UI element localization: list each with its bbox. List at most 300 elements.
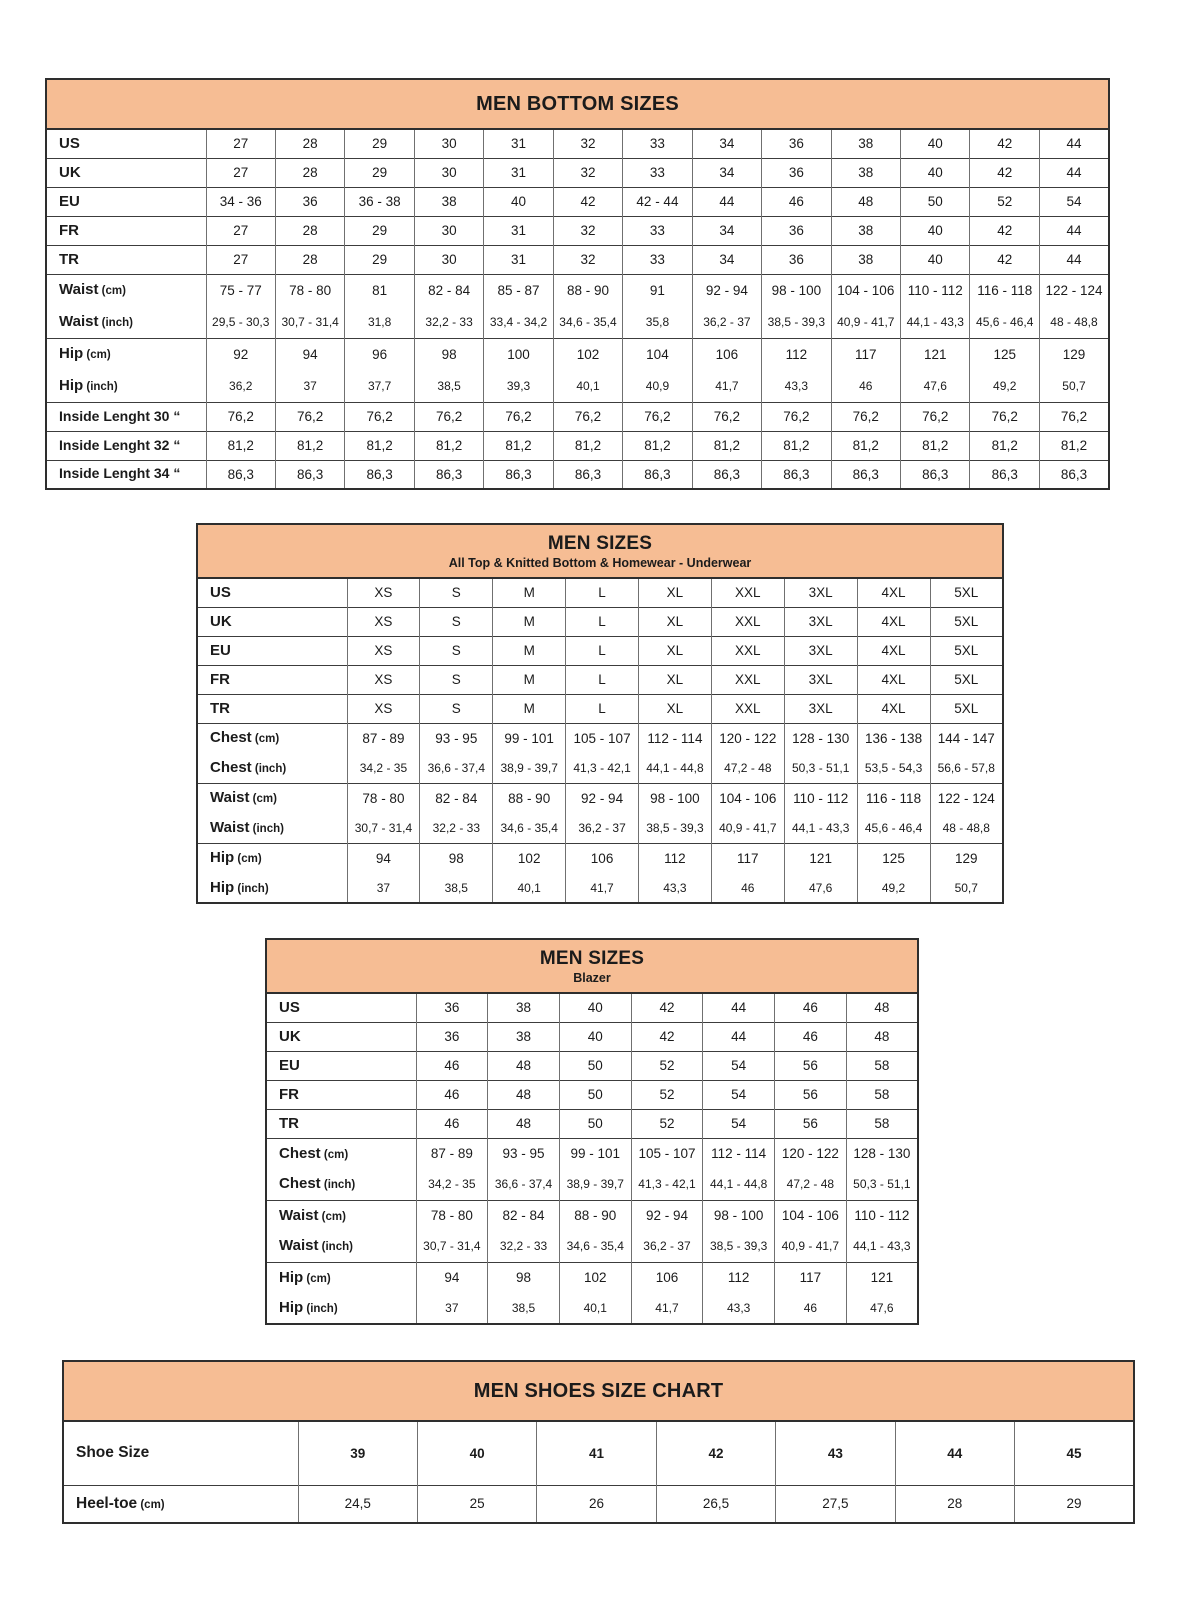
size-value-cell: 37: [416, 1293, 488, 1324]
size-value-cell: 42: [970, 245, 1039, 274]
size-value-cell: 46: [416, 1109, 488, 1138]
row-label-text: Chest: [279, 1144, 321, 1162]
size-value-cell: 58: [846, 1080, 918, 1109]
table-row: [266, 1262, 918, 1293]
row-label-text: TR: [210, 699, 230, 717]
table-row: [46, 460, 1109, 489]
size-value-cell: 122 - 124: [930, 783, 1003, 813]
size-value-cell: 98: [420, 843, 493, 873]
size-value-cell: 92 - 94: [631, 1200, 703, 1231]
size-value-cell: 110 - 112: [901, 274, 970, 306]
size-value-cell: XXL: [711, 607, 784, 636]
row-label-unit: (cm): [303, 1272, 331, 1285]
size-value-cell: 28: [275, 245, 344, 274]
size-value-cell: 81,2: [414, 431, 483, 460]
size-value-cell: 32: [553, 216, 622, 245]
row-label-unit: (cm): [83, 349, 111, 362]
size-value-cell: 50,3 - 51,1: [846, 1169, 918, 1200]
row-label: [197, 578, 347, 607]
size-value-cell: XL: [639, 636, 712, 665]
row-label: [266, 1051, 416, 1080]
size-value-cell: 3XL: [784, 665, 857, 694]
row-label-text: Chest: [210, 729, 252, 747]
size-value-cell: 43,3: [639, 873, 712, 903]
size-value-cell: 112: [639, 843, 712, 873]
size-value-cell: 24,5: [298, 1485, 417, 1523]
size-value-cell: 36: [416, 993, 488, 1022]
size-value-cell: XXL: [711, 665, 784, 694]
row-label: [266, 1138, 416, 1169]
row-label: [46, 158, 206, 187]
size-value-cell: 76,2: [901, 402, 970, 431]
size-value-cell: 36: [762, 129, 831, 158]
size-value-cell: 40,9 - 41,7: [831, 306, 900, 338]
men-bottom-sizes-table: [45, 78, 1110, 490]
row-label: [266, 1169, 416, 1200]
size-value-cell: 42: [656, 1421, 775, 1485]
table-header-cell: [266, 939, 918, 993]
table-row: [46, 431, 1109, 460]
size-value-cell: 34 - 36: [206, 187, 275, 216]
size-value-cell: 76,2: [553, 402, 622, 431]
table-row: [46, 306, 1109, 338]
size-value-cell: 34,2 - 35: [347, 753, 420, 783]
size-value-cell: 3XL: [784, 607, 857, 636]
size-value-cell: 30,7 - 31,4: [347, 813, 420, 843]
men-shoes-size-chart: [62, 1360, 1135, 1524]
size-value-cell: 46: [416, 1080, 488, 1109]
table-row: [266, 1169, 918, 1200]
size-value-cell: 41,7: [692, 370, 761, 402]
size-value-cell: 40: [901, 245, 970, 274]
size-value-cell: 32: [553, 245, 622, 274]
table-subtitle: All Top & Knitted Bottom & Homewear - Underwear: [448, 555, 752, 570]
size-value-cell: 81,2: [623, 431, 692, 460]
size-value-cell: 46: [416, 1051, 488, 1080]
row-label-unit: (inch): [83, 380, 118, 393]
table-row: [266, 1051, 918, 1080]
size-value-cell: 40,1: [493, 873, 566, 903]
row-label-text: US: [59, 134, 80, 152]
size-value-cell: 39,3: [484, 370, 553, 402]
row-label: [197, 753, 347, 783]
size-value-cell: 88 - 90: [553, 274, 622, 306]
size-value-cell: 116 - 118: [857, 783, 930, 813]
size-value-cell: 56: [775, 1109, 847, 1138]
size-value-cell: XXL: [711, 636, 784, 665]
row-label: [266, 1293, 416, 1324]
size-value-cell: 38,5 - 39,3: [639, 813, 712, 843]
size-value-cell: 44,1 - 44,8: [703, 1169, 775, 1200]
size-value-cell: 44: [692, 187, 761, 216]
size-value-cell: 54: [703, 1109, 775, 1138]
row-label-text: Waist: [279, 1237, 319, 1255]
size-value-cell: 102: [493, 843, 566, 873]
size-value-cell: 78 - 80: [275, 274, 344, 306]
size-value-cell: 31: [484, 216, 553, 245]
size-value-cell: 45,6 - 46,4: [857, 813, 930, 843]
size-value-cell: 3XL: [784, 694, 857, 723]
table-header-row: [266, 939, 918, 993]
size-value-cell: 41: [537, 1421, 656, 1485]
size-value-cell: 93 - 95: [488, 1138, 560, 1169]
size-value-cell: 36,6 - 37,4: [488, 1169, 560, 1200]
size-value-cell: 122 - 124: [1039, 274, 1109, 306]
size-value-cell: 42: [970, 158, 1039, 187]
table-row: [266, 1293, 918, 1324]
size-value-cell: 52: [631, 1109, 703, 1138]
row-label-text: US: [210, 583, 231, 601]
row-label-text: Hip: [210, 849, 235, 867]
size-value-cell: 42: [631, 1022, 703, 1051]
size-value-cell: 56: [775, 1051, 847, 1080]
size-value-cell: 36,2 - 37: [631, 1231, 703, 1262]
men-sizes-top-table: [196, 523, 1004, 904]
size-value-cell: 48: [846, 993, 918, 1022]
size-value-cell: 76,2: [484, 402, 553, 431]
size-value-cell: 38: [488, 993, 560, 1022]
row-label: [46, 338, 206, 370]
size-value-cell: 36: [275, 187, 344, 216]
size-value-cell: 87 - 89: [416, 1138, 488, 1169]
size-value-cell: 121: [901, 338, 970, 370]
table-row: [46, 245, 1109, 274]
size-value-cell: 5XL: [930, 694, 1003, 723]
table-row: [46, 338, 1109, 370]
size-value-cell: 86,3: [484, 460, 553, 489]
row-label-text: Hip: [210, 878, 235, 896]
size-value-cell: 86,3: [345, 460, 414, 489]
table-row: [266, 993, 918, 1022]
size-value-cell: 86,3: [553, 460, 622, 489]
table-title: MEN SHOES SIZE CHART: [473, 1379, 724, 1402]
size-value-cell: 50: [559, 1080, 631, 1109]
size-value-cell: 34: [692, 245, 761, 274]
size-value-cell: 48 - 48,8: [1039, 306, 1109, 338]
size-value-cell: 4XL: [857, 636, 930, 665]
size-value-cell: 86,3: [692, 460, 761, 489]
size-value-cell: 50,3 - 51,1: [784, 753, 857, 783]
row-label-unit: (inch): [249, 822, 284, 835]
size-value-cell: 52: [631, 1080, 703, 1109]
size-value-cell: 44,1 - 44,8: [639, 753, 712, 783]
size-value-cell: 38: [831, 245, 900, 274]
size-value-cell: 99 - 101: [493, 723, 566, 753]
size-value-cell: 81,2: [484, 431, 553, 460]
size-value-cell: 48: [488, 1051, 560, 1080]
size-value-cell: 110 - 112: [784, 783, 857, 813]
row-label-text: Inside Lenght 32 “: [59, 436, 181, 453]
size-value-cell: 98 - 100: [639, 783, 712, 813]
row-label: [197, 843, 347, 873]
size-value-cell: 49,2: [857, 873, 930, 903]
size-value-cell: 30,7 - 31,4: [275, 306, 344, 338]
size-value-cell: 76,2: [623, 402, 692, 431]
row-label-text: EU: [59, 192, 80, 210]
row-label: [46, 245, 206, 274]
table-row: [197, 607, 1003, 636]
size-value-cell: L: [566, 578, 639, 607]
row-label-text: FR: [59, 221, 79, 239]
size-value-cell: 5XL: [930, 665, 1003, 694]
table-header-cell: [46, 79, 1109, 129]
size-value-cell: 27: [206, 245, 275, 274]
row-label-text: Hip: [59, 376, 84, 394]
size-value-cell: 37: [347, 873, 420, 903]
size-value-cell: 46: [711, 873, 784, 903]
size-value-cell: 76,2: [831, 402, 900, 431]
size-value-cell: 104 - 106: [775, 1200, 847, 1231]
size-value-cell: 26: [537, 1485, 656, 1523]
row-label: [46, 460, 206, 489]
size-value-cell: 120 - 122: [711, 723, 784, 753]
size-value-cell: 48 - 48,8: [930, 813, 1003, 843]
size-value-cell: S: [420, 665, 493, 694]
size-value-cell: 40,9 - 41,7: [711, 813, 784, 843]
size-value-cell: 36,2 - 37: [692, 306, 761, 338]
size-value-cell: 37: [275, 370, 344, 402]
row-label-text: US: [279, 998, 300, 1016]
size-value-cell: 82 - 84: [420, 783, 493, 813]
row-label: [197, 873, 347, 903]
size-value-cell: 144 - 147: [930, 723, 1003, 753]
size-value-cell: 76,2: [970, 402, 1039, 431]
size-value-cell: 33,4 - 34,2: [484, 306, 553, 338]
size-value-cell: 38: [831, 158, 900, 187]
size-value-cell: 38,5 - 39,3: [762, 306, 831, 338]
size-value-cell: 46: [775, 1293, 847, 1324]
size-value-cell: 25: [417, 1485, 536, 1523]
size-value-cell: 81,2: [345, 431, 414, 460]
size-value-cell: 33: [623, 158, 692, 187]
men-sizes-blazer-table: [265, 938, 919, 1325]
row-label-unit: (inch): [318, 1241, 353, 1254]
size-value-cell: 41,7: [631, 1293, 703, 1324]
row-label: [46, 216, 206, 245]
row-label-unit: (cm): [251, 733, 280, 746]
size-value-cell: 36,2: [206, 370, 275, 402]
row-label-text: UK: [59, 163, 81, 181]
size-value-cell: 30,7 - 31,4: [416, 1231, 488, 1262]
size-value-cell: 54: [703, 1080, 775, 1109]
size-value-cell: 38,9 - 39,7: [493, 753, 566, 783]
table-row: [266, 1080, 918, 1109]
size-value-cell: 40,9: [623, 370, 692, 402]
size-value-cell: 76,2: [275, 402, 344, 431]
size-value-cell: 117: [711, 843, 784, 873]
size-value-cell: L: [566, 694, 639, 723]
size-value-cell: 35,8: [623, 306, 692, 338]
size-value-cell: 36,6 - 37,4: [420, 753, 493, 783]
table-header-row: [63, 1361, 1134, 1421]
table-row: [197, 813, 1003, 843]
size-value-cell: 54: [703, 1051, 775, 1080]
size-value-cell: 116 - 118: [970, 274, 1039, 306]
row-label-text: Hip: [279, 1268, 304, 1286]
size-value-cell: 128 - 130: [784, 723, 857, 753]
size-value-cell: M: [493, 607, 566, 636]
size-value-cell: 85 - 87: [484, 274, 553, 306]
row-label: [46, 187, 206, 216]
size-value-cell: 28: [895, 1485, 1014, 1523]
table-row: [46, 129, 1109, 158]
size-value-cell: 44,1 - 43,3: [784, 813, 857, 843]
row-label-unit: (inch): [251, 762, 287, 775]
size-value-cell: 86,3: [1039, 460, 1109, 489]
size-value-cell: 44: [1039, 245, 1109, 274]
row-label: [197, 694, 347, 723]
size-value-cell: 31,8: [345, 306, 414, 338]
size-value-cell: 40,9 - 41,7: [775, 1231, 847, 1262]
size-value-cell: 44: [703, 993, 775, 1022]
size-value-cell: 33: [623, 245, 692, 274]
table-row: [197, 636, 1003, 665]
size-value-cell: 88 - 90: [493, 783, 566, 813]
row-label: [266, 993, 416, 1022]
size-value-cell: XL: [639, 607, 712, 636]
size-value-cell: 34: [692, 216, 761, 245]
size-value-cell: 44: [703, 1022, 775, 1051]
size-value-cell: 52: [970, 187, 1039, 216]
row-label-text: Shoe Size: [76, 1444, 150, 1462]
size-value-cell: 27: [206, 158, 275, 187]
size-value-cell: XL: [639, 694, 712, 723]
row-label-text: Waist: [210, 789, 250, 807]
size-value-cell: 86,3: [901, 460, 970, 489]
table-row: [197, 694, 1003, 723]
size-value-cell: 3XL: [784, 578, 857, 607]
size-value-cell: 81,2: [206, 431, 275, 460]
size-value-cell: 86,3: [206, 460, 275, 489]
size-value-cell: 30: [414, 129, 483, 158]
size-value-cell: 27: [206, 216, 275, 245]
size-value-cell: 45: [1015, 1421, 1134, 1485]
size-value-cell: 75 - 77: [206, 274, 275, 306]
table-row: [197, 753, 1003, 783]
row-label-unit: (inch): [98, 316, 133, 329]
row-label-text: Waist: [59, 281, 99, 299]
size-value-cell: 105 - 107: [631, 1138, 703, 1169]
size-value-cell: 36: [416, 1022, 488, 1051]
table-row: [197, 723, 1003, 753]
size-value-cell: 38,5: [488, 1293, 560, 1324]
size-value-cell: 50,7: [930, 873, 1003, 903]
size-value-cell: 31: [484, 129, 553, 158]
size-value-cell: 47,2 - 48: [711, 753, 784, 783]
size-value-cell: L: [566, 665, 639, 694]
size-value-cell: 76,2: [1039, 402, 1109, 431]
men-shoes-size-chart-table: [62, 1360, 1135, 1524]
row-label: [197, 723, 347, 753]
row-label: [197, 607, 347, 636]
size-value-cell: 29,5 - 30,3: [206, 306, 275, 338]
table-row: [266, 1022, 918, 1051]
size-value-cell: 81,2: [901, 431, 970, 460]
size-value-cell: 86,3: [831, 460, 900, 489]
size-value-cell: 50: [559, 1051, 631, 1080]
size-value-cell: 41,3 - 42,1: [566, 753, 639, 783]
row-label-text: Inside Lenght 34 “: [59, 465, 181, 482]
size-value-cell: 33: [623, 216, 692, 245]
size-value-cell: 91: [623, 274, 692, 306]
size-value-cell: 48: [488, 1109, 560, 1138]
size-value-cell: 4XL: [857, 665, 930, 694]
size-value-cell: 27,5: [776, 1485, 895, 1523]
size-value-cell: 47,6: [901, 370, 970, 402]
size-value-cell: 42: [631, 993, 703, 1022]
row-label-text: Hip: [59, 345, 84, 363]
table-row: [197, 783, 1003, 813]
size-value-cell: M: [493, 694, 566, 723]
row-label: [266, 1080, 416, 1109]
size-value-cell: 86,3: [414, 460, 483, 489]
size-value-cell: 28: [275, 158, 344, 187]
table-row: [46, 187, 1109, 216]
size-value-cell: 104 - 106: [711, 783, 784, 813]
size-value-cell: 4XL: [857, 607, 930, 636]
row-label-unit: (cm): [98, 285, 126, 298]
size-value-cell: 38: [488, 1022, 560, 1051]
size-value-cell: 52: [631, 1051, 703, 1080]
size-value-cell: 86,3: [623, 460, 692, 489]
row-label-text: TR: [59, 250, 79, 268]
size-value-cell: 38: [831, 129, 900, 158]
size-value-cell: 30: [414, 245, 483, 274]
size-value-cell: 33: [623, 129, 692, 158]
table-title: MEN SIZES: [547, 532, 653, 554]
size-value-cell: 125: [970, 338, 1039, 370]
table-subtitle: Blazer: [573, 970, 611, 985]
size-value-cell: 43: [776, 1421, 895, 1485]
size-value-cell: 98 - 100: [762, 274, 831, 306]
size-value-cell: 76,2: [206, 402, 275, 431]
size-value-cell: 112: [762, 338, 831, 370]
size-value-cell: S: [420, 636, 493, 665]
size-value-cell: 5XL: [930, 607, 1003, 636]
size-value-cell: 104 - 106: [831, 274, 900, 306]
table-row: [46, 158, 1109, 187]
size-value-cell: 81,2: [275, 431, 344, 460]
size-value-cell: 136 - 138: [857, 723, 930, 753]
size-value-cell: 41,7: [566, 873, 639, 903]
size-value-cell: 129: [930, 843, 1003, 873]
size-value-cell: 4XL: [857, 578, 930, 607]
row-label-unit: (inch): [320, 1179, 356, 1192]
size-value-cell: 30: [414, 216, 483, 245]
size-value-cell: 42: [553, 187, 622, 216]
size-value-cell: 58: [846, 1051, 918, 1080]
row-label-text: Waist: [210, 818, 250, 836]
size-value-cell: 121: [784, 843, 857, 873]
size-value-cell: 48: [488, 1080, 560, 1109]
size-value-cell: 99 - 101: [559, 1138, 631, 1169]
size-value-cell: 34: [692, 129, 761, 158]
size-value-cell: 34,6 - 35,4: [553, 306, 622, 338]
row-label-text: TR: [279, 1114, 299, 1132]
size-value-cell: 28: [275, 216, 344, 245]
row-label-text: UK: [210, 612, 232, 630]
size-value-cell: 98: [414, 338, 483, 370]
size-value-cell: 34,2 - 35: [416, 1169, 488, 1200]
size-value-cell: 34,6 - 35,4: [559, 1231, 631, 1262]
size-value-cell: 58: [846, 1109, 918, 1138]
size-value-cell: 40: [901, 129, 970, 158]
size-value-cell: 5XL: [930, 578, 1003, 607]
size-value-cell: 92 - 94: [692, 274, 761, 306]
size-value-cell: 29: [345, 129, 414, 158]
row-label: [197, 783, 347, 813]
size-value-cell: 105 - 107: [566, 723, 639, 753]
